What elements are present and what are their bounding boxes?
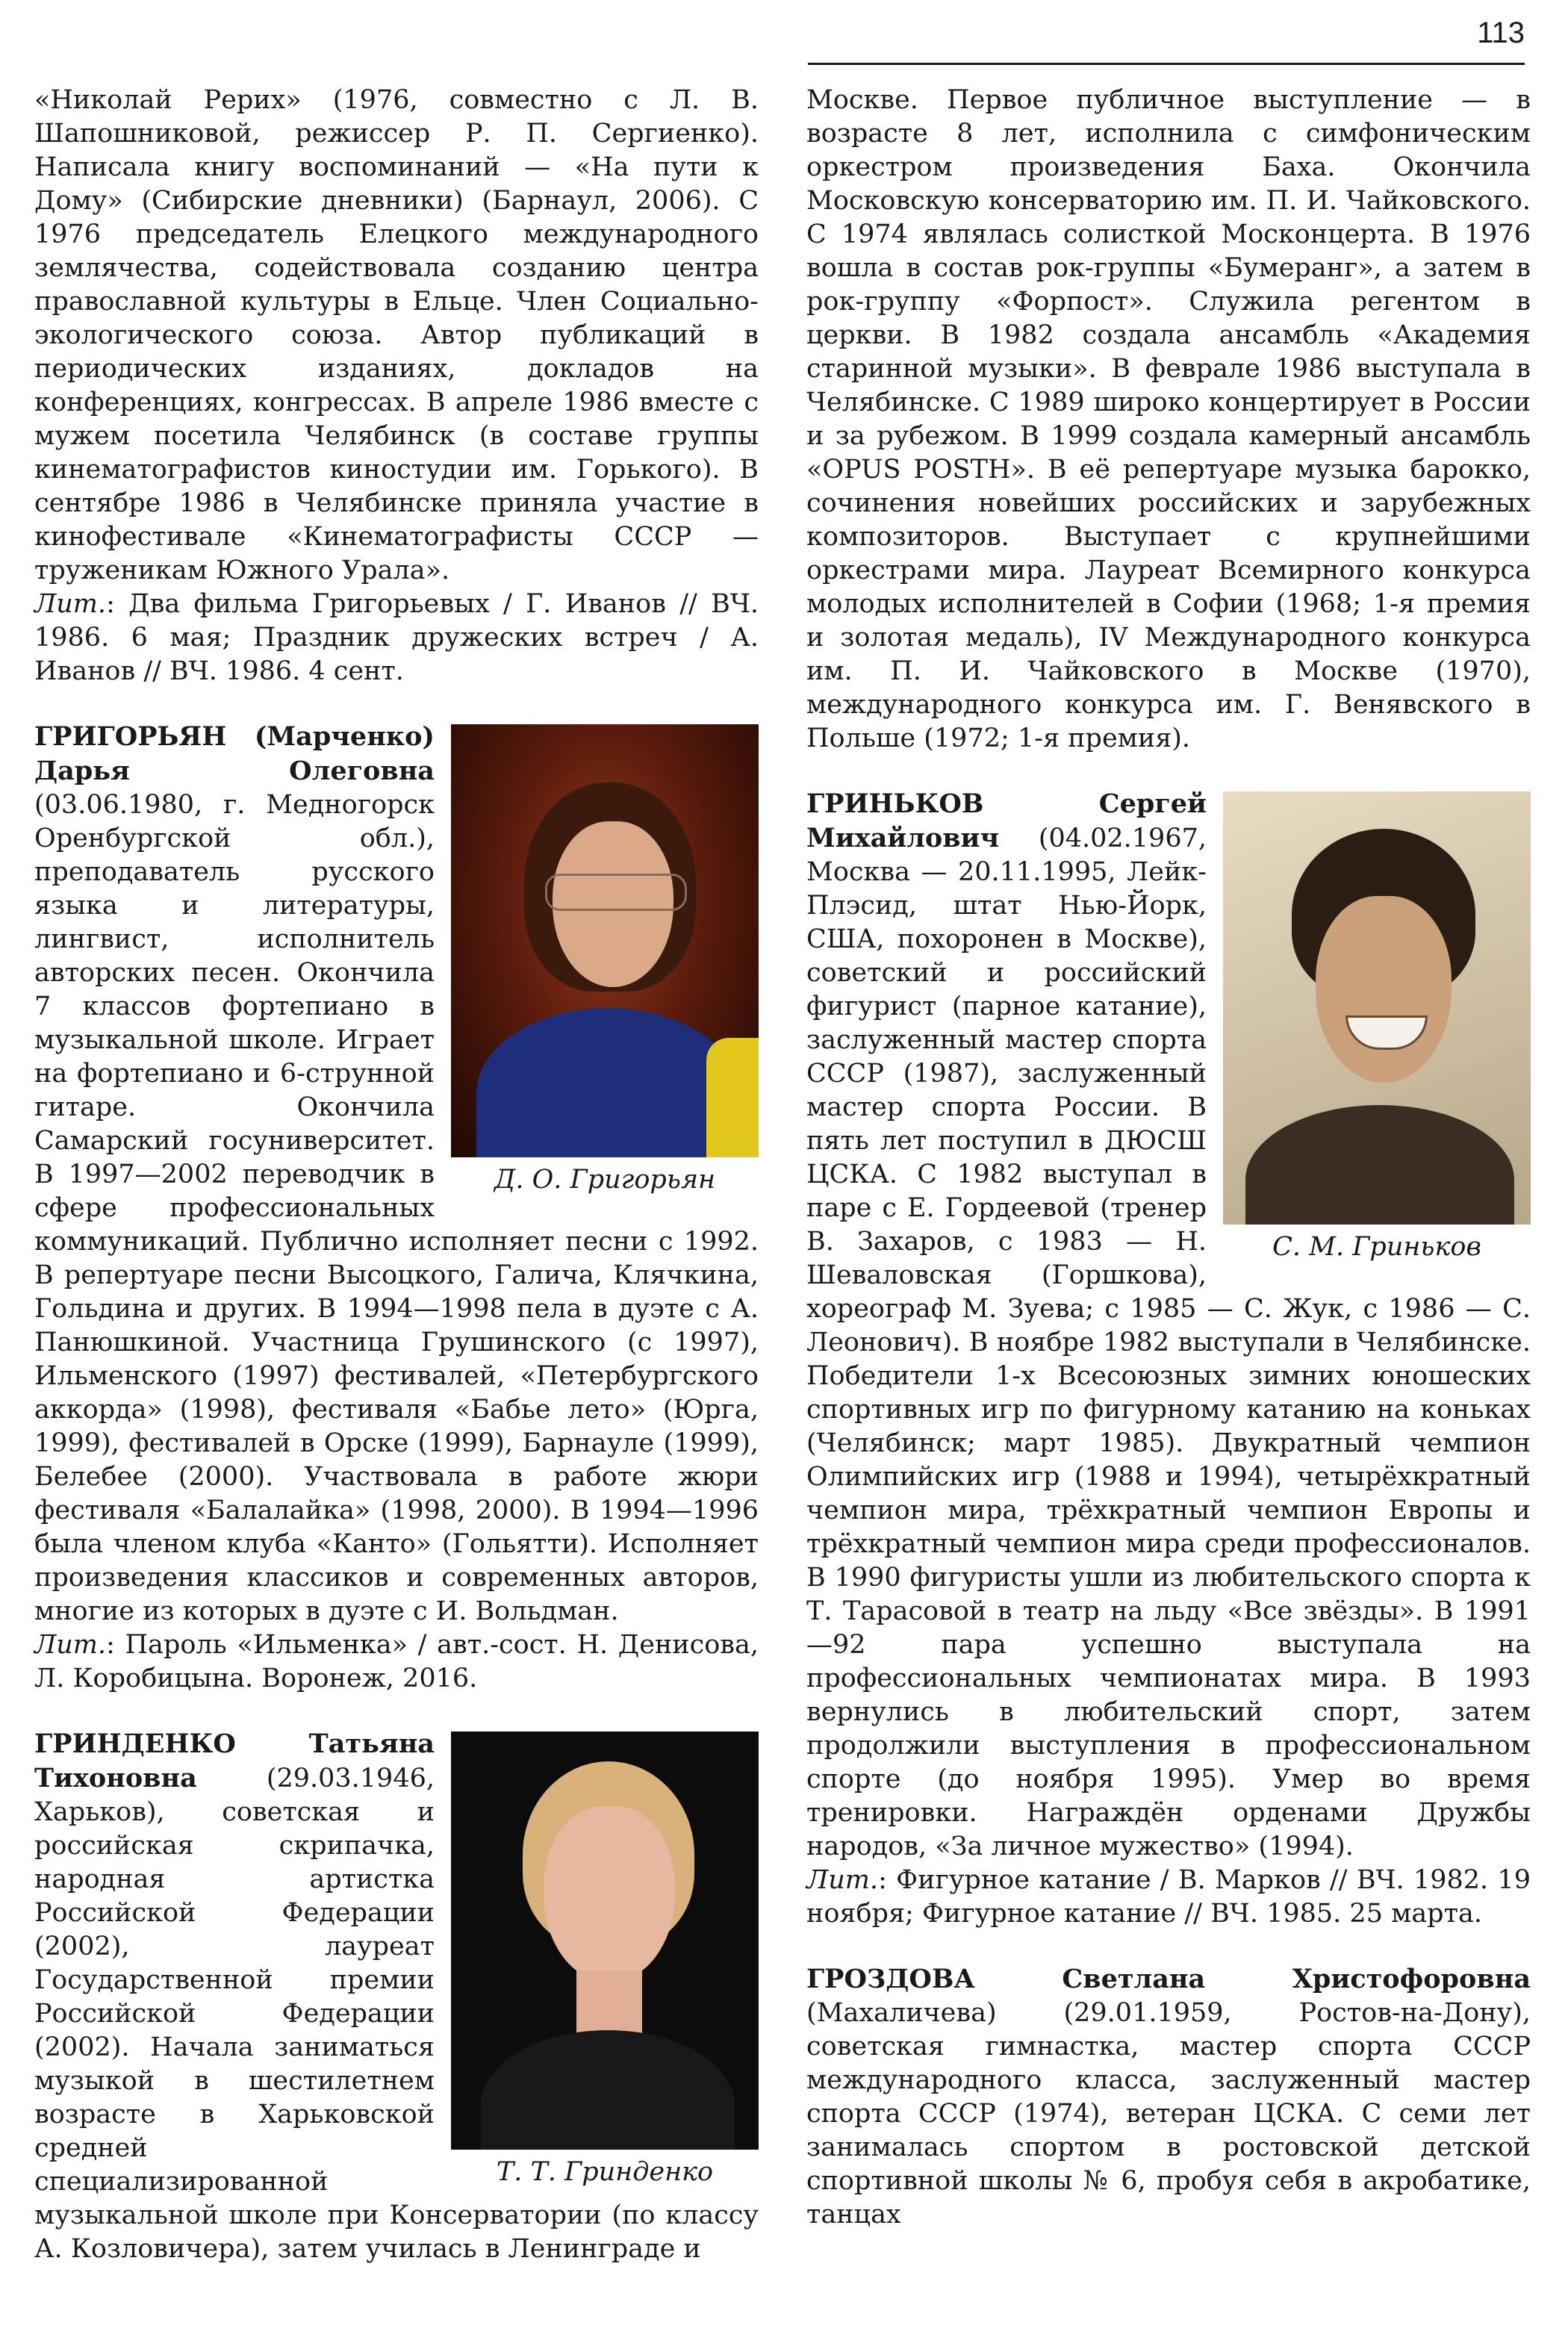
entry-text: ГРИНДЕНКО Татьяна Тихоновна (29.03.1946, Харьков), советская и российская скрипачка, народная артистка Российской Федерации (2002), лауреат Государственной премии Российской Федерации (2002). Начала заниматься музыкой в шестилетнем возрасте в Харьковской средней специализированной музыкальной школе при Консерватории (по классу А. Козловичера), затем училась в Ленинграде и (34, 1729, 759, 2264)
photo-caption: С. М. Гриньков (1272, 1232, 1481, 1262)
entry-text: Москве. Первое публичное выступление — в возрасте 8 лет, исполнила с симфоническим оркестром произведения Баха. Окончила Московскую консерваторию им. П. И. Чайковского. С 1974 являлась солисткой Москонцерта. В 1976 вошла в состав рок-группы «Бумеранг», а затем в рок-группу «Форпост». Служила регентом в церкви. В 1982 создала ансамбль «Академия старинной музыки». В феврале 1986 выступала в Челябинске. С 1989 широко концертирует в России и за рубежом. В 1999 создала камерный ансамбль «OPUS POSTH». В её репертуаре музыка барокко, сочинения новейших российских и зарубежных композиторов. Выступает с крупнейшими оркестрами мира. Лауреат Всемирного конкурса молодых исполнителей в Софии (1968; 1-я премия и золотая медаль), IV Международного конкурса им. П. И. Чайковского в Москве (1970), международного конкурса им. Г. Венявского в Польше (1972; 1-я премия). (806, 85, 1531, 753)
left-column (34, 84, 759, 2297)
photo-caption: Д. О. Григорьян (494, 1165, 716, 1195)
entry-grindenko (34, 1727, 759, 2266)
literature: Лит.: Два фильма Григорьевых / Г. Иванов // ВЧ. 1986. 6 мая; Праздник дружеских встреч / А. Иванов // ВЧ. 1986. 4 сент. (34, 589, 759, 686)
entry-text: «Николай Рерих» (1976, совместно с Л. В. Шапошниковой, режиссер Р. П. Сергиенко). Написала книгу воспоминаний — «На пути к Дому» (Сибирские дневники) (Барнаул, 2006). С 1976 председатель Елецкого международного землячества, содействовала созданию центра православной культуры в Ельце. Член Социально-экологического союза. Автор публикаций в периодических изданиях, докладов на конференциях, конгрессах. В апреле 1986 вместе с мужем посетила Челябинск (в составе группы кинематографистов киностудии им. Горького). В сентябре 1986 в Челябинске приняла участие в кинофестивале «Кинематографисты СССР — труженикам Южного Урала». (34, 85, 759, 585)
photo-caption: Т. Т. Гринденко (496, 2157, 714, 2187)
literature-label: Лит. (806, 1865, 879, 1895)
page-number: 113 (1477, 16, 1525, 49)
entry-grigoryan (34, 720, 759, 1696)
portrait-figure (1223, 791, 1531, 1264)
entry-text: ГРИГОРЬЯН (Марченко) Дарья Олеговна (03.06.1980, г. Медногорск Оренбургской обл.), преподаватель русского языка и литературы, лингвист, исполнитель авторских песен. Окончила 7 классов фортепиано в музыкальной школе. Играет на фортепиано и 6-струнной гитаре. Окончила Самарский госуниверситет. В 1997—2002 переводчик в сфере профессиональных коммуникаций. Публично исполняет песни с 1992. В репертуаре песни Высоцкого, Галича, Клячкина, Гольдина и других. В 1994—1998 пела в дуэте с А. Панюшкиной. Участница Грушинского (с 1997), Ильменского (1997) фестивалей, «Петербургского аккорда» (1998), фестиваля «Бабье лето» (Юрга, 1999), фестивалей в Орске (1999), Барнауле (1999), Белебее (2000). Участвовала в работе жюри фестиваля «Балалайка» (1998, 2000). В 1994—1996 была членом клуба «Канто» (Гольятти). Исполняет произведения классиков и современных авторов, многие из которых в дуэте с И. Вольдман. (34, 721, 759, 1626)
literature: Лит.: Пароль «Ильменка» / авт.-сост. Н. Денисова, Л. Коробицына. Воронеж, 2016. (34, 1630, 759, 1693)
header-rule (808, 63, 1525, 65)
portrait-photo (1223, 791, 1531, 1225)
entry-grinkov (806, 787, 1531, 1931)
entry-grozdova (806, 1962, 1531, 2232)
portrait-photo (451, 1732, 759, 2150)
literature-label: Лит. (34, 1630, 107, 1660)
entry-continued-right (806, 84, 1531, 756)
portrait-photo (451, 724, 759, 1157)
entry-text: ГРИНЬКОВ Сергей Михайлович (04.02.1967, Москва — 20.11.1995, Лейк-Плэсид, штат Нью-Йорк, США, похоронен в Москве), советский и российский фигурист (парное катание), заслуженный мастер спорта СССР (1987), заслуженный мастер спорта России. В пять лет поступил в ДЮСШ ЦСКА. С 1982 выступал в паре с Е. Гордеевой (тренер В. Захаров, с 1983 — Н. Шеваловская (Горшкова), хореограф М. Зуева; с 1985 — С. Жук, с 1986 — С. Леонович). В ноябре 1982 выступали в Челябинске. Победители 1-х Всесоюзных зимних юношеских спортивных игр по фигурному катанию на коньках (Челябинск; март 1985). Двукратный чемпион Олимпийских игр (1988 и 1994), четырёхкратный чемпион мира, трёхкратный чемпион Европы и трёхкратный чемпион мира среди профессионалов. В 1990 фигуристы ушли из любительского спорта к Т. Тарасовой в театр на льду «Все звёзды». В 1991—92 пара успешно выступала на профессиональных чемпионатах мира. В 1993 вернулись в любительский спорт, затем продолжили выступления в профессиональном спорте (до ноября 1995). Умер во время тренировки. Награждён орденами Дружбы народов, «За личное мужество» (1994). (806, 788, 1531, 1861)
literature: Лит.: Фигурное катание / В. Марков // ВЧ. 1982. 19 ноября; Фигурное катание // ВЧ. 1985. 25 марта. (806, 1865, 1531, 1929)
entry-name: ГРОЗДОВА Светлана Христофоровна (806, 1964, 1531, 1994)
portrait-figure (451, 724, 759, 1197)
entry-text: ГРОЗДОВА Светлана Христофоровна (Махаличева) (29.01.1959, Ростов-на-Дону), советская гимнастка, мастер спорта СССР международного класса, заслуженный мастер спорта СССР (1974), ветеран ЦСКА. С семи лет занималась спортом в ростовской детской спортивной школы № 6, пробуя себя в акробатике, танцах (806, 1964, 1531, 2230)
literature-label: Лит. (34, 589, 107, 619)
entry-name: ГРИГОРЬЯН (Марченко) Дарья Олеговна (34, 721, 435, 786)
entry-name: ГРИНЬКОВ Сергей Михайлович (806, 788, 1207, 853)
entry-name: ГРИНДЕНКО Татьяна Тихоновна (34, 1729, 435, 1793)
right-column (806, 84, 1531, 2263)
portrait-figure (451, 1732, 759, 2189)
entry-continued-left (34, 84, 759, 688)
